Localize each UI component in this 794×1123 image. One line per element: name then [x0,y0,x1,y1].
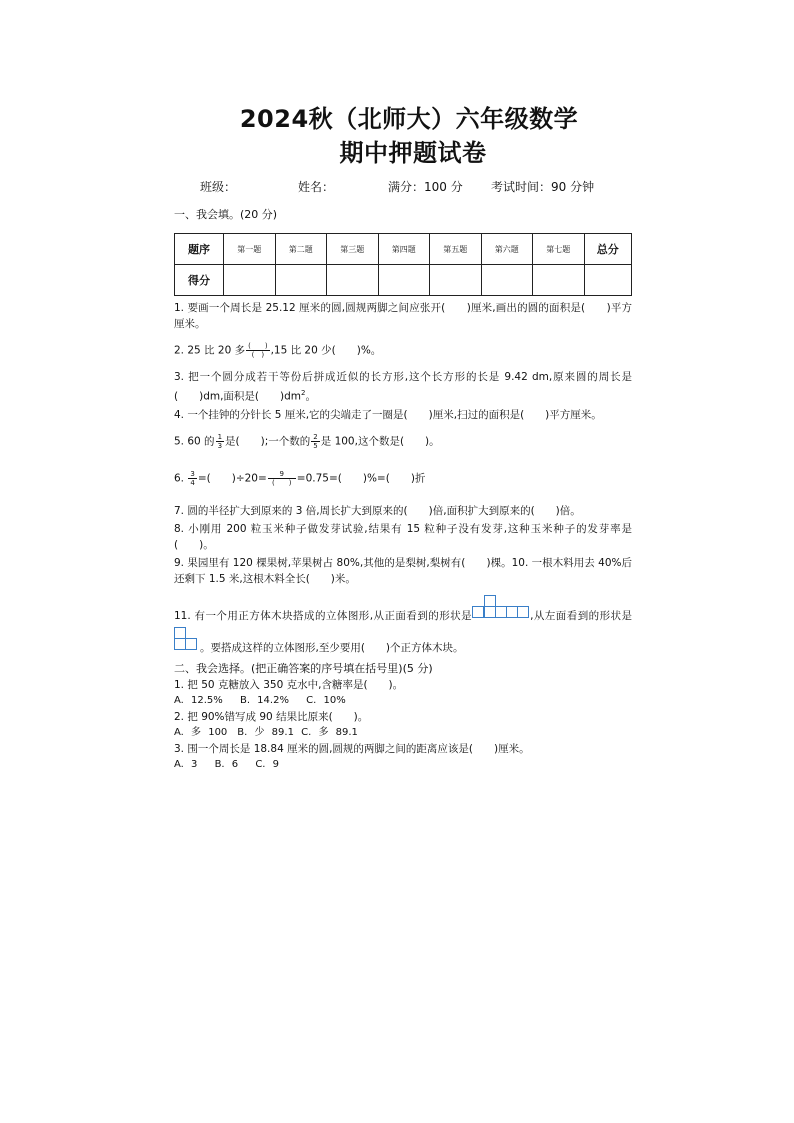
section2-question-2: 2. 把 90%错写成 90 结果比原来( )。 [174,710,369,723]
q3-text-a: 3. 把一个圆分成若干等份后拼成近似的长方形,这个长方形的长是 9.42 dm,原来圆的周长是( )dm,面积是( )dm [174,371,632,403]
score-table-score-row [175,265,632,296]
q5-text-a: 5. 60 的 [174,435,215,447]
q5-fraction-2 [311,433,319,450]
score-table-col-4: 第四题 [378,234,430,265]
q11-text-b: ,从左面看到的形状是 [530,609,633,622]
q2-frac-denominator: ( ) [251,351,265,359]
score-table-col-1: 第一题 [224,234,276,265]
q2-text-a: 2. 25 比 20 多 [174,344,246,357]
question-6 [174,470,632,487]
section2-question-2-options: A. 多 100 B. 少 89.1 C. 多 89.1 [174,726,358,738]
score-table-col-3: 第三题 [327,234,379,265]
q5-frac2-numerator: 2 [313,432,318,441]
q2-text-b: ,15 比 20 少( )%。 [270,344,382,357]
question-4: 4. 一个挂钟的分针长 5 厘米,它的尖端走了一圈是( )厘米,扫过的面积是( )平方厘米。 [174,408,602,421]
q5-frac2-denominator: 5 [313,441,318,450]
section2-heading: 二、我会选择。(把正确答案的序号填在括号里)(5 分) [174,661,433,675]
q6-fraction-1 [188,470,196,487]
q5-text-c: 是 100,这个数是( )。 [320,435,440,447]
question-8: 8. 小刚用 200 粒玉米种子做发芽试验,结果有 15 粒种子没有发芽,这种玉米种子的发芽率是( )。 [174,522,632,551]
q5-frac1-numerator: 1 [217,432,223,441]
score-cell[interactable] [327,265,379,296]
q5-fraction-1 [216,433,224,450]
exam-time-label: 考试时间：90 分钟 [491,180,595,194]
full-score-label: 满分：100 分 [388,180,463,194]
question-1: 1. 要画一个周长是 25.12 厘米的圆,圆规两脚之间应张开( )厘米,画出的圆的面积是( )平方厘米。 [174,302,632,330]
q6-frac2-denominator: ( ) [272,478,292,487]
section1-heading: 一、我会填。(20 分) [174,208,278,221]
q5-frac1-denominator: 3 [217,441,223,450]
q6-frac1-denominator: 4 [190,478,195,487]
q2-frac-numerator: ( ) [248,342,268,350]
question-11 [174,595,632,659]
section2-question-1: 1. 把 50 克糖放入 350 克水中,含糖率是( )。 [174,678,404,691]
section2-question-3: 3. 围一个周长是 18.84 厘米的圆,圆规的两脚之间的距离应该是( )厘米。 [174,742,530,755]
q6-text-b: =( )÷20= [197,472,267,484]
class-label: 班级： [200,180,237,194]
score-cell[interactable] [430,265,482,296]
score-cell[interactable] [224,265,276,296]
score-table-col-5: 第五题 [430,234,482,265]
score-cell[interactable] [275,265,327,296]
score-table-row2-label: 得分 [175,265,224,296]
question-3 [174,369,632,405]
q3-superscript: 2 [301,389,306,397]
q6-frac1-numerator: 3 [190,469,195,478]
score-cell[interactable] [533,265,585,296]
question-2 [174,342,632,359]
q11-text-c: 。要搭成这样的立体图形,至少要用( )个正方体木块。 [200,641,464,654]
name-label: 姓名： [298,180,335,194]
score-cell[interactable] [481,265,533,296]
q3-text-b: 。 [305,390,316,403]
q6-frac2-numerator: 9 [268,470,296,479]
q11-text-a: 11. 有一个用正方体木块搭成的立体图形,从正面看到的形状是 [174,609,473,622]
question-9: 9. 果园里有 120 棵果树,苹果树占 80%,其他的是梨树,梨树有( )棵。10. 一根木料用去 40%后还剩下 1.5 米,这根木料全长( )米。 [174,556,632,585]
exam-info-row [200,178,632,195]
q5-text-b: 是( );一个数的 [225,435,311,447]
exam-page [174,104,632,773]
question-5 [174,433,632,450]
score-cell[interactable] [378,265,430,296]
block-left-view-icon [174,627,200,659]
section2-question-1-options: A. 12.5% B. 14.2% C. 10% [174,694,346,706]
score-table-col-7: 第七题 [533,234,585,265]
q2-fraction [246,342,269,359]
score-table-total-label: 总分 [584,234,632,265]
score-table-col-2: 第二题 [275,234,327,265]
exam-title-line2: 期中押题试卷 [339,139,487,167]
score-table-col-6: 第六题 [481,234,533,265]
score-cell-total[interactable] [584,265,632,296]
score-table-header-row [175,234,632,265]
block-front-view-icon [472,595,530,627]
score-table-row1-label: 题序 [175,234,224,265]
score-table [174,233,632,296]
exam-title-line1: 2024秋（北师大）六年级数学 [239,105,579,133]
section2-question-3-options: A. 3 B. 6 C. 9 [174,758,280,770]
q6-text-a: 6. [174,472,188,484]
question-7: 7. 圆的半径扩大到原来的 3 倍,周长扩大到原来的( )倍,面积扩大到原来的( )倍。 [174,504,581,517]
q6-fraction-2 [268,470,296,487]
q6-text-c: =0.75=( )%=( )折 [296,472,426,484]
